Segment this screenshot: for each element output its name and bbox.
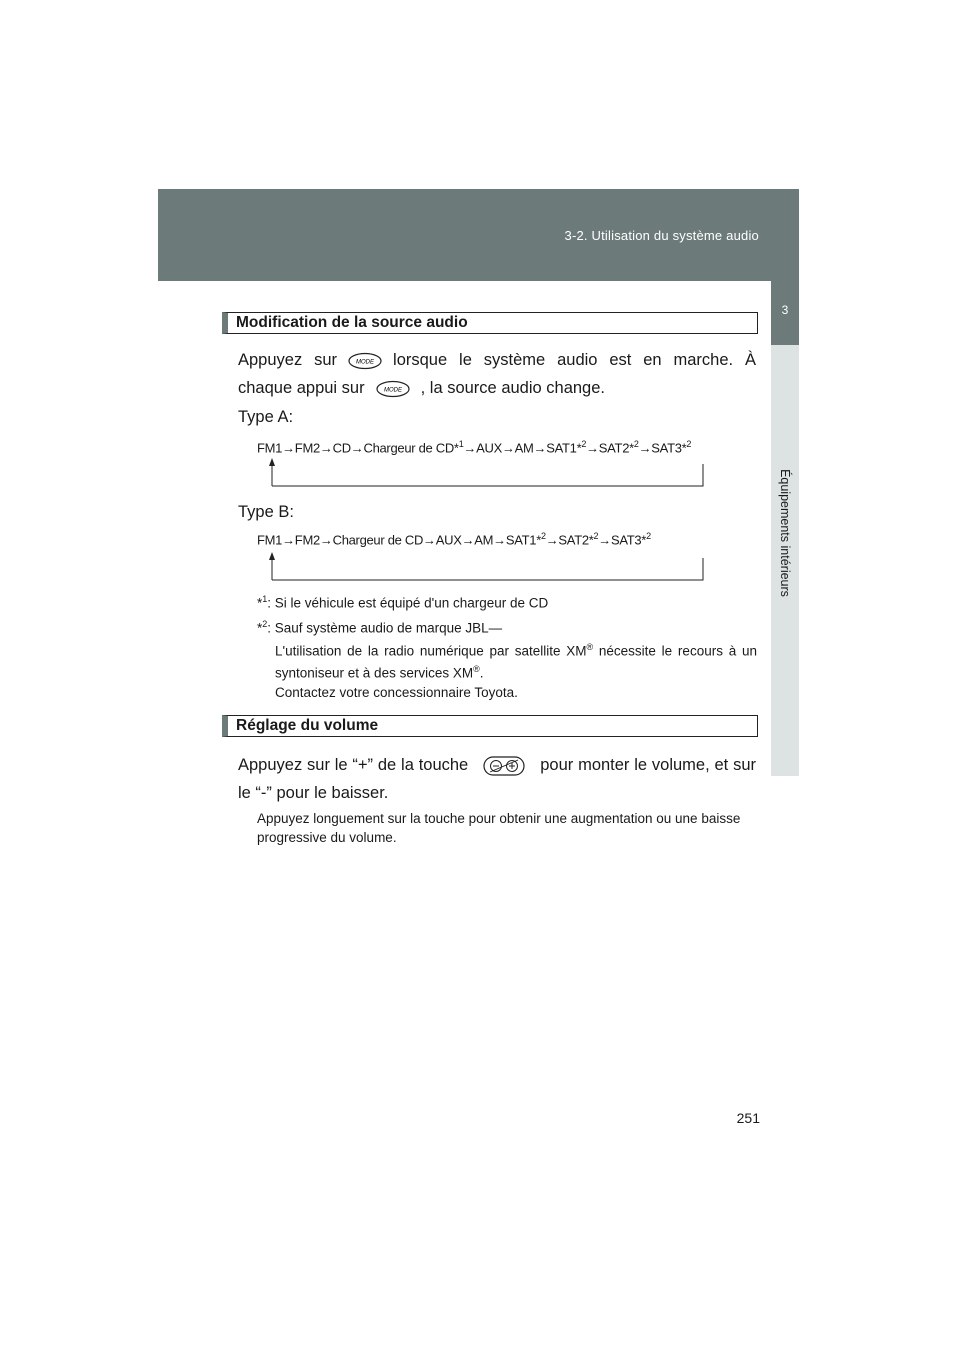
section-heading-volume: Réglage du volume <box>222 715 758 737</box>
page-number: 251 <box>736 1110 760 1126</box>
type-a-label: Type A: <box>238 408 294 426</box>
header-band <box>158 189 799 281</box>
footnote-2-contact: Contactez votre concessionnaire Toyota. <box>275 684 518 700</box>
type-a-sequence: FM1→FM2→CD→Chargeur de CD*$^1$→AUX→AM→SAT1*$^2$→SAT2*$^2$→SAT3*$^2$ <box>257 439 692 456</box>
volume-button-icon <box>482 755 526 777</box>
mode-button-text: MODE <box>356 359 375 366</box>
volume-note: Appuyez longuement sur la touche pour obtenir une augmentation ou une baisse progressive du volume. <box>257 811 741 845</box>
footnote-2-body: L'utilisation de la radio numérique par satellite XM® nécessite le recours à un syntoniseur et à des services XM®. <box>275 641 757 681</box>
type-b-label: Type B: <box>238 503 294 521</box>
mode-button-text: MODE <box>383 387 402 394</box>
type-b-loop-arrow <box>269 552 706 582</box>
mode-button-icon <box>347 352 383 370</box>
mode-button-icon <box>375 380 411 398</box>
section-heading-audio-source: Modification de la source audio <box>222 312 758 334</box>
chapter-number-box <box>771 281 799 345</box>
volume-paragraph: Appuyez sur le “+” de la touche pour monter le volume, et sur le “-” pour le baisser. <box>238 756 756 802</box>
type-a-loop-arrow <box>269 458 706 488</box>
audio-source-paragraph: Appuyez sur MODE lorsque le système audio est en marche. À chaque appui sur MODE , la source audio change. <box>238 351 757 397</box>
type-b-sequence: FM1→FM2→Chargeur de CD→AUX→AM→SAT1*$^2$→SAT2*$^2$→SAT3*$^2$ <box>257 531 651 548</box>
footnote-1: *$^1$: Si le véhicule est équipé d'un chargeur de CD <box>257 594 549 611</box>
chapter-label: Équipements intérieurs <box>778 469 792 597</box>
chapter-number: 3 <box>781 303 789 317</box>
footnote-2: *$^2$: Sauf système audio de marque JBL— L'utilisation de la radio numérique par satellite XM® nécessite le recours à un syntoniseur et à des services XM®. Contactez votre concessionnaire Toyota. <box>257 619 757 700</box>
chapter-side-tab <box>771 281 799 776</box>
header-title: 3-2. Utilisation du système audio <box>564 228 759 243</box>
